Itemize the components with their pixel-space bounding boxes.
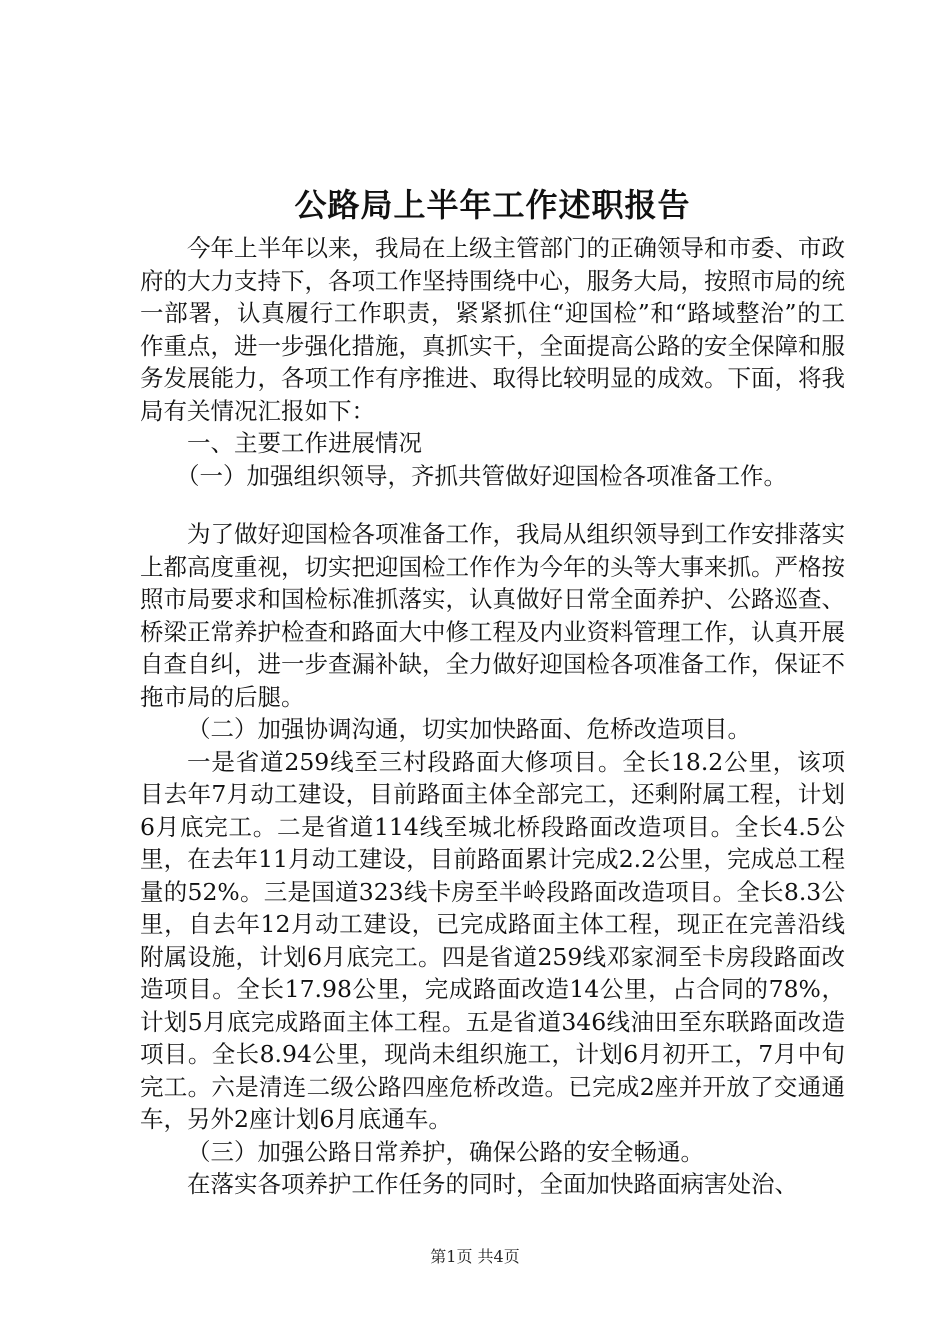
subsection-body-3: 在落实各项养护工作任务的同时，全面加快路面病害处治、 xyxy=(187,1170,798,1198)
page-footer: 第1页 共4页 xyxy=(430,1247,520,1266)
blank-line xyxy=(140,492,845,518)
document-title: 公路局上半年工作述职报告 xyxy=(294,186,691,224)
subsection-body-2: 一是省道259线至三村段路面大修项目。全长18.2公里，该项目去年7月动工建设，目前路面主体全部完工，还剩附属工程，计划6月底完工。二是省道114线至城北桥段路面改造项目。全长4.5公里，在去年11月动工建设，目前路面累计完成2.2公里，完成总工程量的52%。三是国道323线卡房至半岭段路面改造项目。全长8.3公里，自去年12月动工建设，已完成路面主体工程，现正在完善沿线附属设施，计划6月底完工。四是省道259线邓家洞至卡房段路面改造项目。全长17.98公里，完成路面改造14公里，占合同的78%，计划5月底完成路面主体工程。五是省道346线油田至东联路面改造项目。全长8.94公里，现尚未组织施工，计划6月初开工，7月中旬完工。六是清连二级公路四座危桥改造。已完成2座并开放了交通通车，另外2座计划6月底通车。 xyxy=(140,747,845,1133)
subsection-heading-2: （二）加强协调沟通，切实加快路面、危桥改造项目。 xyxy=(187,715,751,743)
intro-paragraph: 今年上半年以来，我局在上级主管部门的正确领导和市委、市政府的大力支持下，各项工作坚持围绕中心，服务大局，按照市局的统一部署，认真履行工作职责，紧紧抓住“迎国检”和“路域整治”的工作重点，进一步强化措施，真抓实干，全面提高公路的安全保障和服务发展能力，各项工作有序推进、取得比较明显的成效。下面，将我局有关情况汇报如下： xyxy=(140,234,845,425)
subsection-heading-1: （一）加强组织领导，齐抓共管做好迎国检各项准备工作。 xyxy=(176,461,787,490)
subsection-heading-3: （三）加强公路日常养护，确保公路的安全畅通。 xyxy=(187,1137,704,1166)
section-heading-1: 一、主要工作进展情况 xyxy=(187,429,422,457)
subsection-body-1: 为了做好迎国检各项准备工作，我局从组织领导到工作安排落实上都高度重视，切实把迎国检工作作为今年的头等大事来抓。严格按照市局要求和国检标准抓落实，认真做好日常全面养护、公路巡查、桥梁正常养护检查和路面大中修工程及内业资料管理工作，认真开展自查自纠，进一步查漏补缺，全力做好迎国检各项准备工作，保证不拖市局的后腿。 xyxy=(140,520,845,711)
document-page xyxy=(140,180,845,1201)
